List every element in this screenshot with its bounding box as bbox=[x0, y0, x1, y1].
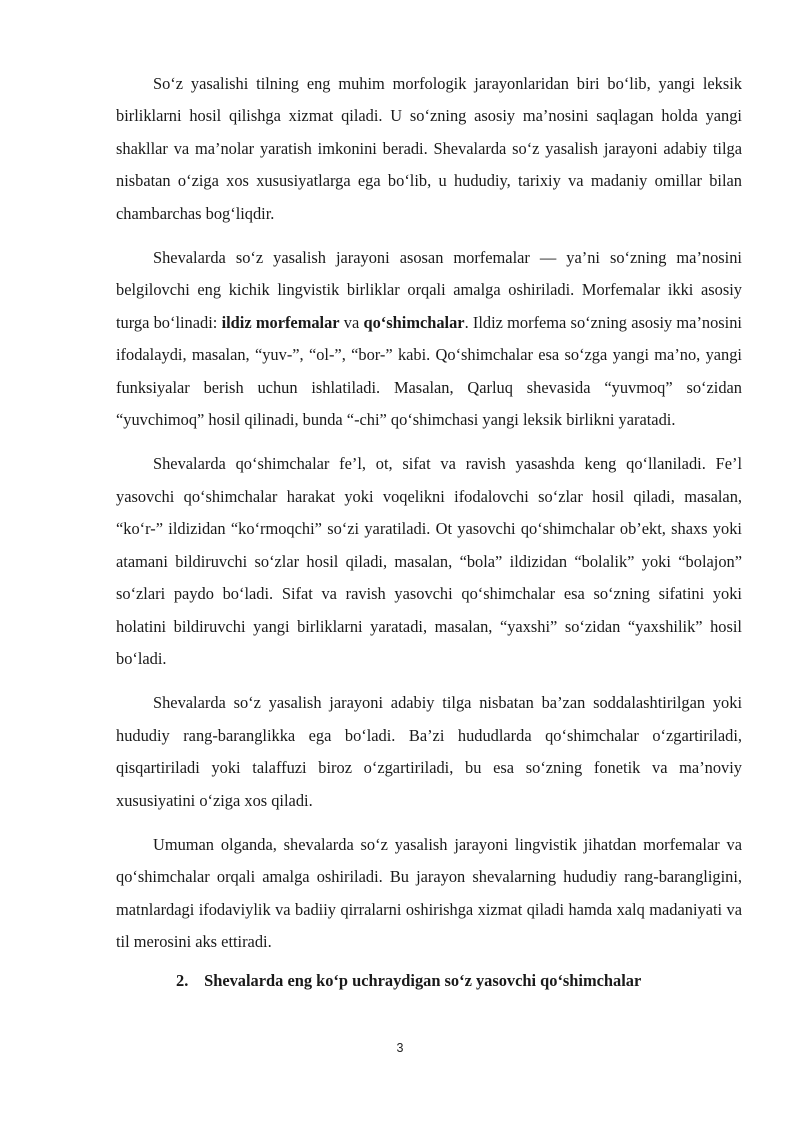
page-number: 3 bbox=[396, 1041, 404, 1055]
bold-term-root-morphemes: ildiz morfemalar bbox=[221, 312, 340, 332]
bold-term-suffixes: qo‘shimchalar bbox=[363, 312, 465, 332]
paragraph-5: Umuman olganda, shevalarda so‘z yasalish jarayoni lingvistik jihatdan morfemalar va qo‘shimchalar orqali amalga oshiriladi. Bu jarayon shevalarning hududiy rang-barangligini, matnlardagi ifodaviylik va badiiy qirralarni oshirishga xizmat qiladi hamda xalq madaniyati va til merosini aks ettiradi. bbox=[116, 834, 742, 952]
section-heading bbox=[116, 965, 742, 997]
section-heading-text: Shevalarda eng ko‘p uchraydigan so‘z yasovchi qo‘shimchalar bbox=[204, 970, 642, 990]
paragraph-2-text-3: . Ildiz morfema so‘zning asosiy ma’nosini ifodalaydi, masalan, “yuv-”, “ol-”, “bor-” kabi. Qo‘shimchalar esa so‘zga yangi ma’no, yangi funksiyalar berish uchun ishlatiladi. Masalan, Qarluq shevasida “yuvmoq” so‘zidan “yuvchimoq” hosil qilinadi, bunda “-chi” qo‘shimchasi yangi leksik birlikni yaratadi. bbox=[116, 312, 742, 430]
paragraph-4: Shevalarda so‘z yasalish jarayoni adabiy tilga nisbatan ba’zan soddalashtirilgan yoki hududiy rang-baranglikka ega bo‘ladi. Ba’zi hududlarda qo‘shimchalar o‘zgartiriladi, qisqartiriladi yoki talaffuzi biroz o‘zgartiriladi, bu esa so‘zning fonetik va ma’noviy xususiyatini o‘ziga xos qiladi. bbox=[116, 693, 742, 810]
paragraph-2-text-2: va bbox=[339, 312, 364, 332]
paragraph-1: So‘z yasalishi tilning eng muhim morfologik jarayonlaridan biri bo‘lib, yangi leksik birliklarni hosil qilishga xizmat qiladi. U so‘zning asosiy ma’nosini saqlagan holda yangi shakllar va ma’nolar yaratish imkonini beradi. Shevalarda so‘z yasalish jarayoni adabiy tilga nisbatan o‘ziga xos xususiyatlarga ega bo‘lib, u hududiy, tarixiy va madaniy omillar bilan chambarchas bog‘liqdir. bbox=[116, 74, 742, 223]
paragraph-2-text-1: Shevalarda so‘z yasalish jarayoni asosan morfemalar — ya’ni so‘zning ma’nosini belgilovchi eng kichik lingvistik birliklar orqali amalga oshiriladi. Morfemalar ikki asosiy turga bo‘linadi: bbox=[116, 248, 742, 332]
paragraph-3: Shevalarda qo‘shimchalar fe’l, ot, sifat va ravish yasashda keng qo‘llaniladi. Fe’l yasovchi qo‘shimchalar harakat yoki voqelikni ifodalovchi so‘zlar hosil qiladi, masalan, “ko‘r-” ildizidan “ko‘rmoqchi” so‘zi yaratiladi. Ot yasovchi qo‘shimchalar ob’ekt, shaxs yoki atamani bildiruvchi so‘zlar hosil qiladi, masalan, “bola” ildizidan “bolalik” yoki “bolajon” so‘zlari paydo bo‘ladi. Sifat va ravish yasovchi qo‘shimchalar esa so‘zning sifatini yoki holatini bildiruvchi yangi birliklarni yaratadi, masalan, “yaxshi” so‘zidan “yaxshilik” hosil bo‘ladi. bbox=[116, 454, 742, 668]
document-page bbox=[116, 68, 742, 997]
section-heading-number: 2. bbox=[176, 970, 189, 990]
paragraph-2 bbox=[116, 242, 742, 436]
